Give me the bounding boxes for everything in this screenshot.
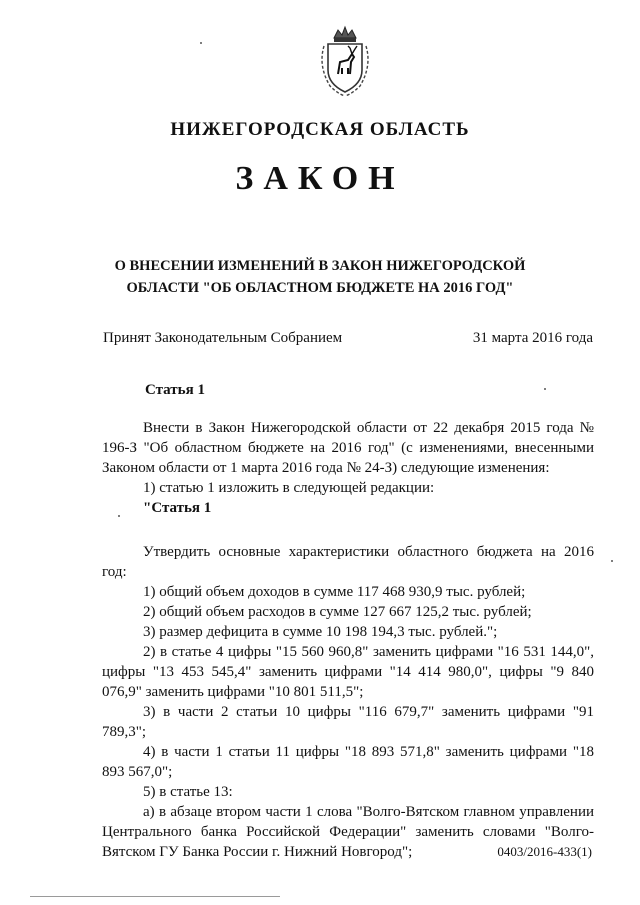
intro-paragraph: Внести в Закон Нижегородской области от 22 декабря 2015 года № 196-З "Об областном бюджете на 2016 год" (с изменениями, внесенными Законом области от 1 марта 2016 года № 24-З) следующие изменения: xyxy=(102,420,594,476)
scan-speck xyxy=(544,388,546,390)
coat-of-arms-emblem xyxy=(314,24,376,98)
amendment-3: 3) в части 2 статьи 10 цифры "116 679,7" заменить цифрами "91 789,3"; xyxy=(102,704,594,740)
adoption-date: 31 марта 2016 года xyxy=(472,330,593,346)
budget-item-3: 3) размер дефицита в сумме 10 198 194,3 тыс. рублей."; xyxy=(143,624,498,640)
budget-item-1: 1) общий объем доходов в сумме 117 468 930,9 тыс. рублей; xyxy=(143,584,526,600)
amendment-5a: а) в абзаце втором части 1 слова "Волго-Вятском главном управлении Центрального банка Российской Федерации" заменить словами "Волго-Вятском ГУ Банка России г. Нижний Новгород"; xyxy=(102,804,594,860)
adoption-statement: Принят Законодательным Собранием xyxy=(103,330,343,346)
amendment-4: 4) в части 1 статьи 11 цифры "18 893 571,8" заменить цифрами "18 893 567,0"; xyxy=(102,744,594,780)
document-type: ЗАКОН xyxy=(235,160,405,197)
region-name: НИЖЕГОРОДСКАЯ ОБЛАСТЬ xyxy=(170,119,470,140)
budget-item-2: 2) общий объем расходов в сумме 127 667 125,2 тыс. рублей; xyxy=(143,604,532,620)
quoted-article-heading: "Статья 1 xyxy=(143,500,212,516)
law-title xyxy=(100,255,540,299)
amendment-2: 2) в статье 4 цифры "15 560 960,8" заменить цифрами "16 531 144,0", цифры "13 453 545,4" заменить цифрами "14 414 980,0", цифры "9 840 076,9" заменить цифрами "10 801 511,5"; xyxy=(102,644,594,700)
scan-speck xyxy=(200,42,202,44)
article-body-part-1 xyxy=(102,418,594,518)
scan-speck xyxy=(118,515,120,517)
document-number: 0403/2016-433(1) xyxy=(497,844,592,859)
scan-edge-line xyxy=(30,896,280,897)
amendment-5: 5) в статье 13: xyxy=(143,784,233,800)
scan-speck xyxy=(611,560,613,562)
article-heading: Статья 1 xyxy=(145,382,205,398)
article-body-part-2 xyxy=(102,542,594,862)
law-title-line-1: О ВНЕСЕНИИ ИЗМЕНЕНИЙ В ЗАКОН НИЖЕГОРОДСКОЙ xyxy=(114,258,526,274)
amendment-1: 1) статью 1 изложить в следующей редакции: xyxy=(143,480,435,496)
law-title-line-2: ОБЛАСТИ "ОБ ОБЛАСТНОМ БЮДЖЕТЕ НА 2016 ГОД" xyxy=(126,280,514,296)
approve-paragraph: Утвердить основные характеристики областного бюджета на 2016 год: xyxy=(102,544,594,580)
